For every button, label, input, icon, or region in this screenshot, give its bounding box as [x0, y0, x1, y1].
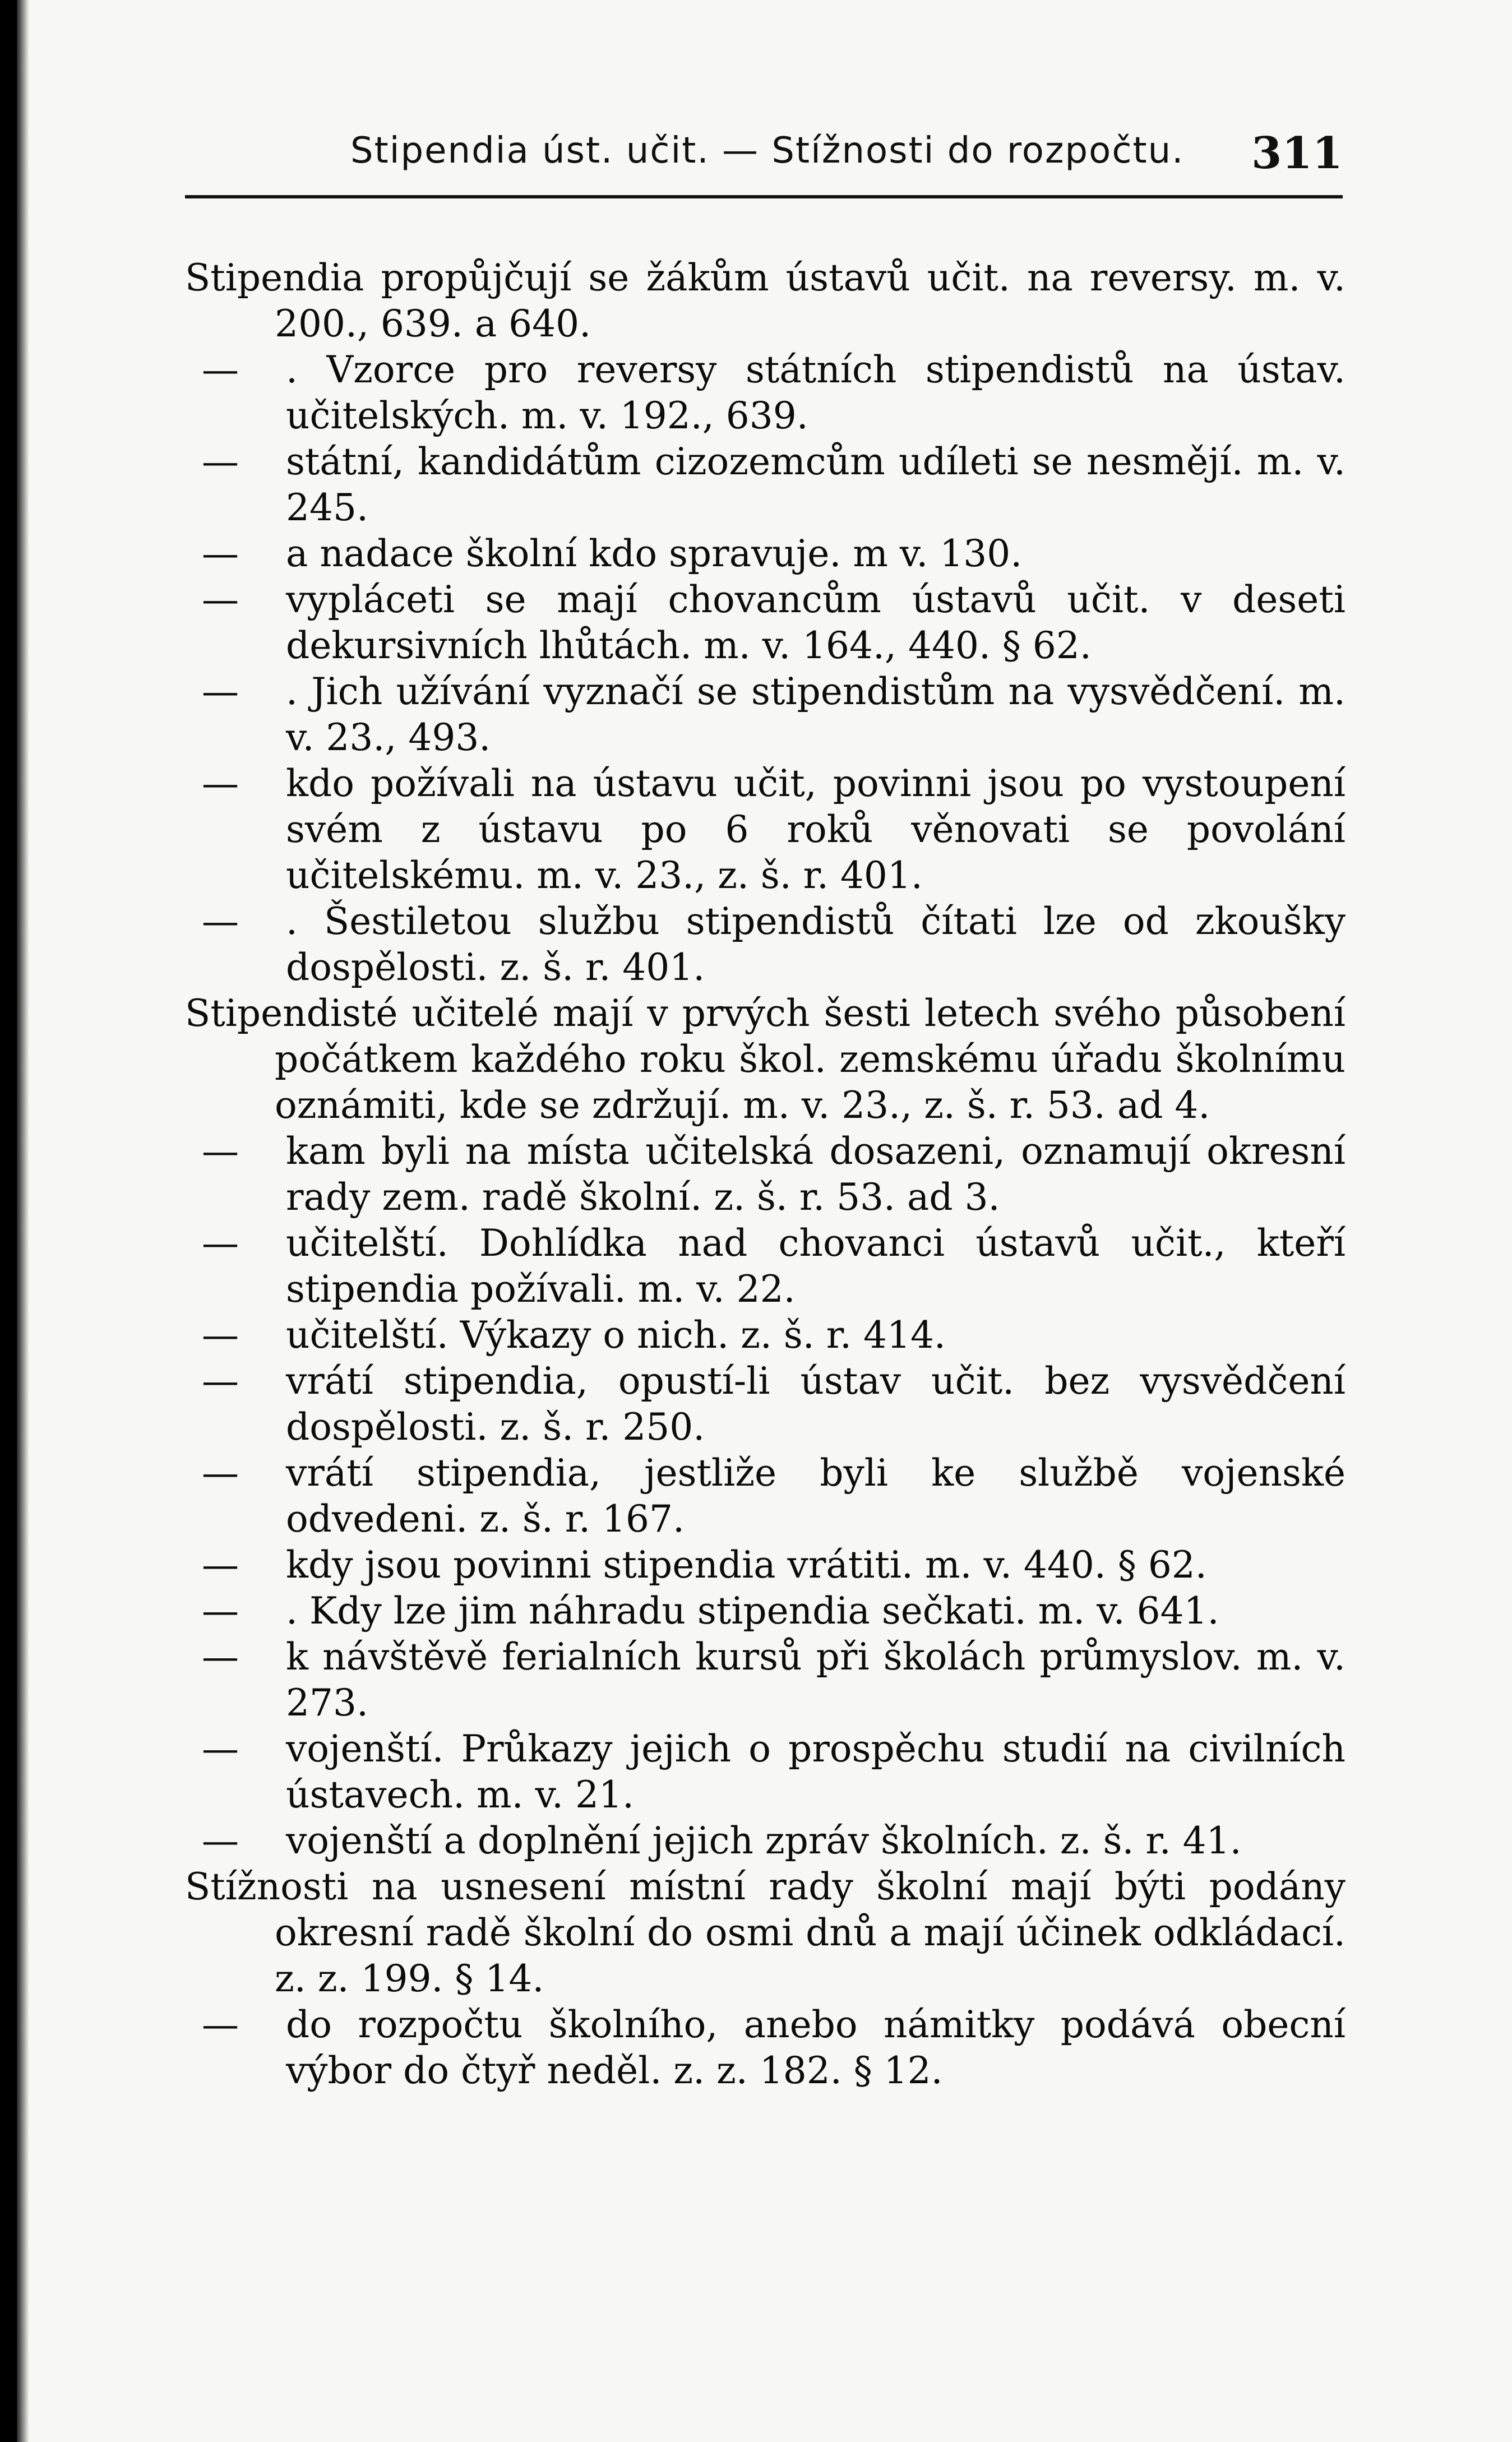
index-entries [185, 255, 1345, 2094]
running-header [350, 130, 1343, 192]
header-rule [185, 195, 1343, 198]
index-subentry: — . Vzorce pro reversy státních stipendistů na ústav. učitelských. m. v. 192., 639. [202, 348, 1345, 437]
index-subentry: — . Šestiletou službu stipendistů čítati lze od zkoušky dospělosti. z. š. r. 401. [202, 900, 1345, 989]
index-subentry: — učitelští. Dohlídka nad chovanci ústavů učit., kteří stipendia požívali. m. v. 22. [202, 1222, 1345, 1311]
page-edge [17, 0, 29, 2442]
index-subentry: — státní, kandidátům cizozemcům udíleti se nesmějí. m. v. 245. [202, 440, 1345, 529]
index-subentry: — kdo požívali na ústavu učit, povinni jsou po vystoupení svém z ústavu po 6 roků věnovati se povolání učitelskému. m. v. 23., z. š. r. 401. [202, 762, 1345, 897]
index-subentry: — učitelští. Výkazy o nich. z. š. r. 414. [202, 1313, 946, 1357]
index-subentry: — k návštěvě ferialních kursů při školách průmyslov. m. v. 273. [202, 1635, 1345, 1724]
index-subentry: — . Jich užívání vyznačí se stipendistům na vysvědčení. m. v. 23., 493. [202, 670, 1345, 759]
index-subentry: — vojenští. Průkazy jejich o prospěchu studií na civilních ústavech. m. v. 21. [202, 1727, 1345, 1816]
index-entry: Stipendia propůjčují se žákům ústavů učit. na reversy. m. v. 200., 639. a 640. [185, 256, 1345, 345]
index-subentry: — vrátí stipendia, opustí-li ústav učit. bez vysvědčení dospělosti. z. š. r. 250. [202, 1359, 1345, 1449]
index-subentry: — kam byli na místa učitelská dosazeni, oznamují okresní rady zem. radě školní. z. š. r. 53. ad 3. [202, 1130, 1345, 1219]
index-subentry: — a nadace školní kdo spravuje. m v. 130. [202, 532, 1023, 575]
index-subentry: — kdy jsou povinni stipendia vrátiti. m. v. 440. § 62. [202, 1543, 1207, 1587]
index-subentry: — vojenští a doplnění jejich zpráv školních. z. š. r. 41. [202, 1819, 1242, 1862]
index-subentry: — . Kdy lze jim náhradu stipendia sečkati. m. v. 641. [202, 1589, 1219, 1632]
book-page [17, 0, 1512, 2442]
index-subentry: — do rozpočtu školního, anebo námitky podává obecní výbor do čtyř neděl. z. z. 182. § 12. [202, 2003, 1345, 2092]
index-subentry: — vrátí stipendia, jestliže byli ke službě vojenské odvedeni. z. š. r. 167. [202, 1451, 1345, 1541]
page-number: 311 [1251, 128, 1343, 179]
index-entry: Stipendisté učitelé mají v prvých šesti letech svého působení počátkem každého roku škol. zemskému úřadu školnímu oznámiti, kde se zdržují. m. v. 23., z. š. r. 53. ad 4. [185, 992, 1345, 1127]
index-entry: Stížnosti na usnesení místní rady školní mají býti podány okresní radě školní do osmi dnů a mají účinek odkládací. z. z. 199. § 14. [185, 1865, 1345, 2000]
running-title: Stipendia úst. učit. — Stížnosti do rozpočtu. [350, 130, 1185, 172]
index-subentry: — vypláceti se mají chovancům ústavů učit. v deseti dekursivních lhůtách. m. v. 164., 440. § 62. [202, 578, 1345, 667]
